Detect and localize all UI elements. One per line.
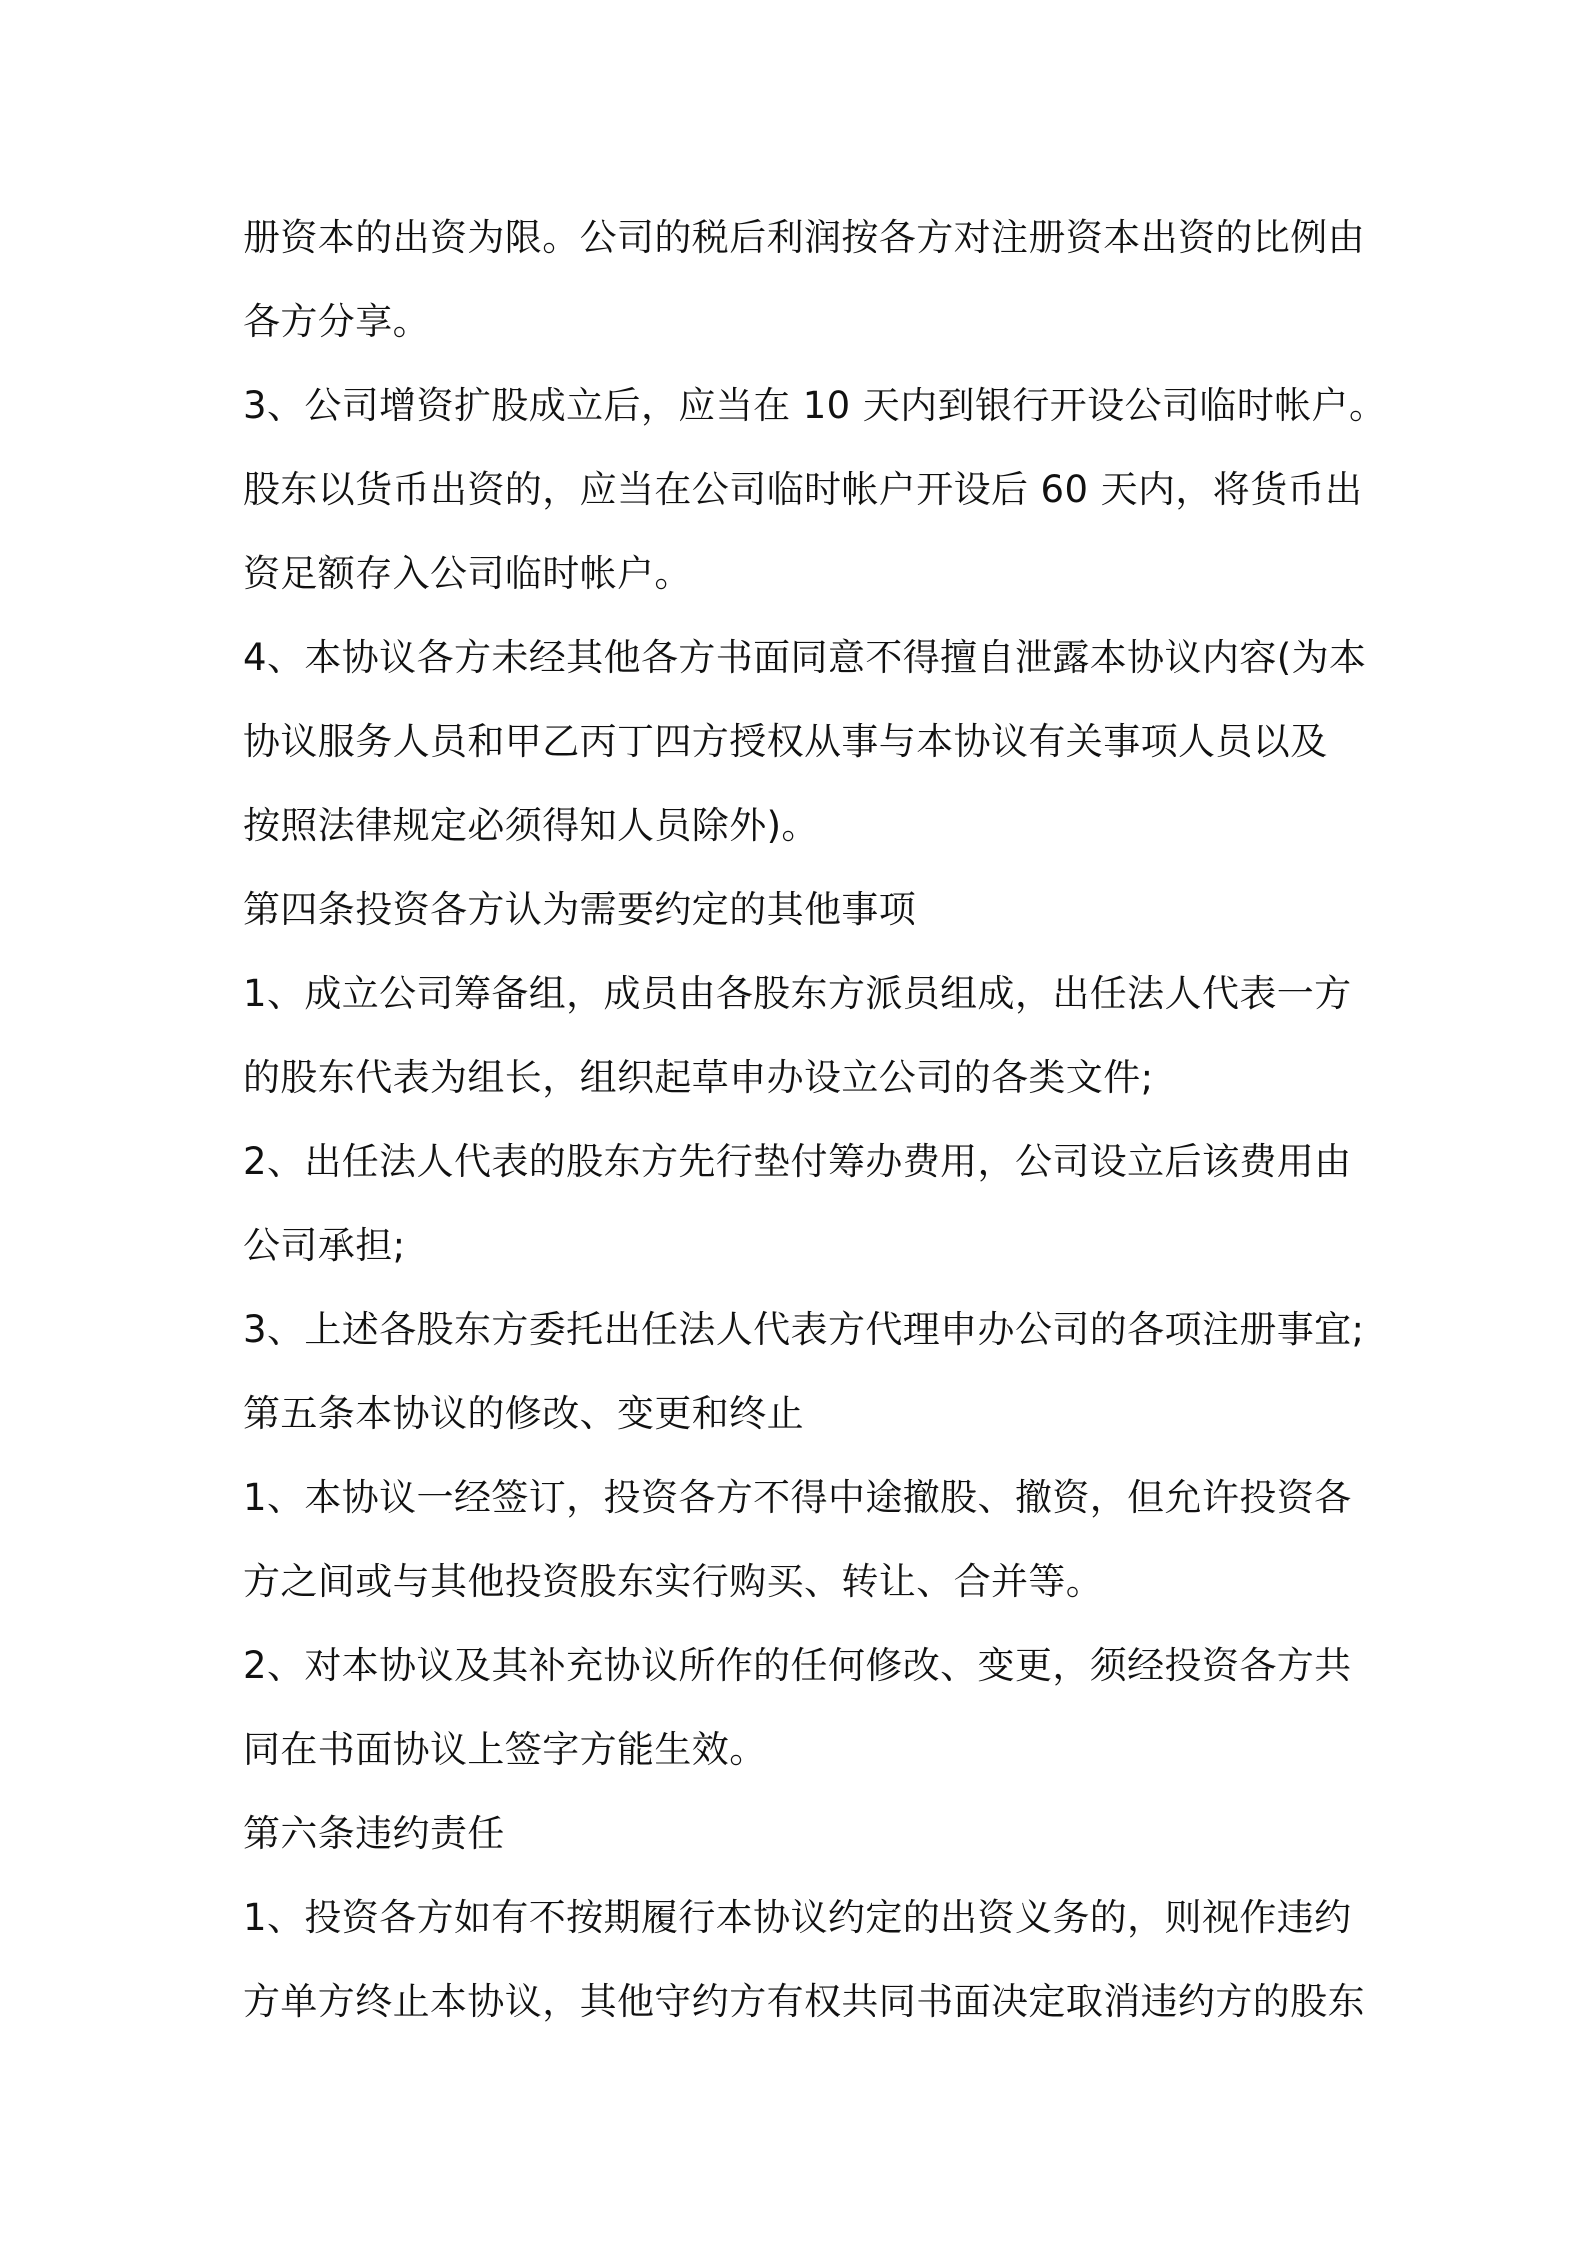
text-line: 的股东代表为组长，组织起草申办设立公司的各类文件; xyxy=(243,1056,1154,1099)
section-heading: 第四条投资各方认为需要约定的其他事项 xyxy=(243,888,917,931)
text-line: 资足额存入公司临时帐户。 xyxy=(243,552,692,595)
text-line: 册资本的出资为限。公司的税后利润按各方对注册资本出资的比例由 xyxy=(243,216,1365,259)
text-line: 协议服务人员和甲乙丙丁四方授权从事与本协议有关事项人员以及 xyxy=(243,720,1328,763)
text-line: 1、本协议一经签订，投资各方不得中途撤股、撤资，但允许投资各 xyxy=(243,1476,1352,1519)
text-line: 按照法律规定必须得知人员除外)。 xyxy=(243,804,819,847)
text-line: 各方分享。 xyxy=(243,300,430,343)
text-line: 3、上述各股东方委托出任法人代表方代理申办公司的各项注册事宜; xyxy=(243,1308,1365,1351)
text-line: 股东以货币出资的，应当在公司临时帐户开设后 60 天内，将货币出 xyxy=(243,468,1363,511)
text-line: 2、对本协议及其补充协议所作的任何修改、变更，须经投资各方共 xyxy=(243,1644,1352,1687)
text-line: 同在书面协议上签字方能生效。 xyxy=(243,1728,767,1771)
document-body xyxy=(243,196,1387,2044)
text-line: 3、公司增资扩股成立后，应当在 10 天内到银行开设公司临时帐户。 xyxy=(243,384,1387,427)
text-line: 4、本协议各方未经其他各方书面同意不得擅自泄露本协议内容(为本 xyxy=(243,636,1367,679)
section-heading: 第五条本协议的修改、变更和终止 xyxy=(243,1392,804,1435)
text-line: 1、成立公司筹备组，成员由各股东方派员组成，出任法人代表一方 xyxy=(243,972,1352,1015)
section-heading: 第六条违约责任 xyxy=(243,1812,505,1855)
text-line: 方单方终止本协议，其他守约方有权共同书面决定取消违约方的股东 xyxy=(243,1980,1365,2023)
text-line: 2、出任法人代表的股东方先行垫付筹办费用，公司设立后该费用由 xyxy=(243,1140,1352,1183)
text-line: 公司承担; xyxy=(243,1224,406,1267)
text-line: 1、投资各方如有不按期履行本协议约定的出资义务的，则视作违约 xyxy=(243,1896,1352,1939)
text-line: 方之间或与其他投资股东实行购买、转让、合并等。 xyxy=(243,1560,1104,1603)
